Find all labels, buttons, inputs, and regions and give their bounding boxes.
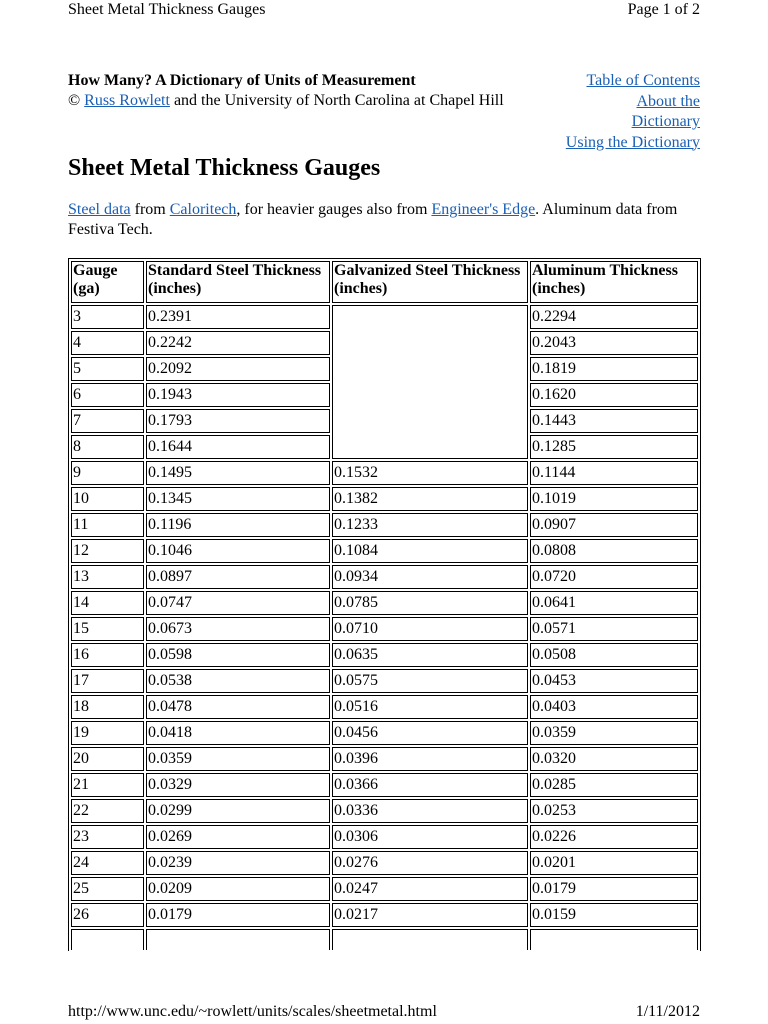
cell-standard-steel: 0.0673 xyxy=(146,617,330,641)
cell-aluminum: 0.0201 xyxy=(530,851,698,875)
table-row xyxy=(71,929,698,950)
header-aluminum: Aluminum Thickness (inches) xyxy=(530,261,698,303)
cell-aluminum: 0.1019 xyxy=(530,487,698,511)
cell-aluminum: 0.0226 xyxy=(530,825,698,849)
cell-standard-steel: 0.0747 xyxy=(146,591,330,615)
author-link[interactable]: Russ Rowlett xyxy=(84,92,170,109)
table-row xyxy=(71,773,698,797)
cell-standard-steel: 0.1943 xyxy=(146,383,330,407)
cell-galvanized-steel: 0.0336 xyxy=(332,799,528,823)
cell-standard-steel: 0.0329 xyxy=(146,773,330,797)
cell-standard-steel: 0.2242 xyxy=(146,331,330,355)
cell-galvanized-steel xyxy=(332,305,528,459)
cell-standard-steel: 0.0418 xyxy=(146,721,330,745)
table-header-row xyxy=(71,261,698,303)
cell-galvanized-steel: 0.0306 xyxy=(332,825,528,849)
cell-aluminum: 0.2294 xyxy=(530,305,698,329)
cell-galvanized-steel: 0.0575 xyxy=(332,669,528,693)
cell-gauge: 23 xyxy=(71,825,144,849)
table-row xyxy=(71,877,698,901)
table-row xyxy=(71,903,698,927)
table-body xyxy=(71,305,698,950)
cell-galvanized-steel: 0.0516 xyxy=(332,695,528,719)
cell-galvanized-steel: 0.1084 xyxy=(332,539,528,563)
cell-aluminum: 0.0808 xyxy=(530,539,698,563)
table-row xyxy=(71,487,698,511)
cell-gauge: 25 xyxy=(71,877,144,901)
cell-galvanized-steel: 0.0396 xyxy=(332,747,528,771)
cell-aluminum: 0.0285 xyxy=(530,773,698,797)
cell-standard-steel: 0.0359 xyxy=(146,747,330,771)
print-footer-url: http://www.unc.edu/~rowlett/units/scales/sheetmetal.html xyxy=(68,1003,437,1020)
cell-galvanized-steel: 0.0934 xyxy=(332,565,528,589)
cell-gauge: 10 xyxy=(71,487,144,511)
page-title: Sheet Metal Thickness Gauges xyxy=(68,155,381,181)
table-row xyxy=(71,799,698,823)
cell-standard-steel: 0.0209 xyxy=(146,877,330,901)
nav-table-of-contents[interactable]: Table of Contents xyxy=(586,72,700,89)
cell-gauge: 26 xyxy=(71,903,144,927)
cell-galvanized-steel: 0.0276 xyxy=(332,851,528,875)
cell-aluminum: 0.0907 xyxy=(530,513,698,537)
print-header-title: Sheet Metal Thickness Gauges xyxy=(68,1,266,18)
cell-galvanized-steel: 0.0366 xyxy=(332,773,528,797)
cell-aluminum: 0.1620 xyxy=(530,383,698,407)
cell-standard-steel: 0.0299 xyxy=(146,799,330,823)
table-row xyxy=(71,669,698,693)
cell-aluminum: 0.0571 xyxy=(530,617,698,641)
cell-aluminum: 0.0403 xyxy=(530,695,698,719)
cell-gauge: 8 xyxy=(71,435,144,459)
cell-galvanized-steel xyxy=(332,929,528,950)
site-nav xyxy=(530,71,700,153)
cell-gauge: 11 xyxy=(71,513,144,537)
header-standard-steel: Standard Steel Thickness (inches) xyxy=(146,261,330,303)
cell-aluminum: 0.0453 xyxy=(530,669,698,693)
cell-standard-steel: 0.1644 xyxy=(146,435,330,459)
intro-from: from xyxy=(134,201,166,218)
table-row xyxy=(71,643,698,667)
cell-standard-steel: 0.0478 xyxy=(146,695,330,719)
cell-gauge: 21 xyxy=(71,773,144,797)
table-row xyxy=(71,721,698,745)
cell-standard-steel: 0.1046 xyxy=(146,539,330,563)
cell-standard-steel: 0.1495 xyxy=(146,461,330,485)
cell-gauge: 16 xyxy=(71,643,144,667)
cell-gauge: 4 xyxy=(71,331,144,355)
cell-gauge: 12 xyxy=(71,539,144,563)
cell-gauge: 14 xyxy=(71,591,144,615)
cell-gauge: 15 xyxy=(71,617,144,641)
cell-aluminum: 0.1443 xyxy=(530,409,698,433)
table-row xyxy=(71,825,698,849)
nav-using-the-dictionary[interactable]: Using the Dictionary xyxy=(565,133,700,151)
table-row xyxy=(71,513,698,537)
cell-standard-steel: 0.2092 xyxy=(146,357,330,381)
cell-aluminum: 0.0508 xyxy=(530,643,698,667)
print-header-page-number: Page 1 of 2 xyxy=(627,1,700,18)
cell-aluminum: 0.1285 xyxy=(530,435,698,459)
table-row xyxy=(71,461,698,485)
cell-gauge: 13 xyxy=(71,565,144,589)
cell-aluminum: 0.0253 xyxy=(530,799,698,823)
cell-gauge: 9 xyxy=(71,461,144,485)
table-row xyxy=(71,591,698,615)
cell-standard-steel: 0.0269 xyxy=(146,825,330,849)
gauge-table xyxy=(68,258,701,951)
cell-gauge: 18 xyxy=(71,695,144,719)
cell-standard-steel: 0.1196 xyxy=(146,513,330,537)
intro-paragraph xyxy=(68,200,703,240)
cell-aluminum xyxy=(530,929,698,950)
intro-rest-text: . Aluminum data from Festiva Tech. xyxy=(68,201,678,238)
cell-gauge: 24 xyxy=(71,851,144,875)
cell-gauge: 6 xyxy=(71,383,144,407)
cell-galvanized-steel: 0.1382 xyxy=(332,487,528,511)
cell-galvanized-steel: 0.0456 xyxy=(332,721,528,745)
cell-gauge: 19 xyxy=(71,721,144,745)
cell-aluminum: 0.0320 xyxy=(530,747,698,771)
cell-standard-steel: 0.0239 xyxy=(146,851,330,875)
table-clip xyxy=(60,258,710,951)
site-title: How Many? A Dictionary of Units of Measurement xyxy=(68,72,416,89)
cell-standard-steel xyxy=(146,929,330,950)
cell-gauge: 5 xyxy=(71,357,144,381)
cell-gauge: 22 xyxy=(71,799,144,823)
header-gauge: Gauge (ga) xyxy=(71,261,144,303)
cell-aluminum: 0.2043 xyxy=(530,331,698,355)
cell-galvanized-steel: 0.1233 xyxy=(332,513,528,537)
table-row xyxy=(71,747,698,771)
cell-galvanized-steel: 0.0247 xyxy=(332,877,528,901)
cell-galvanized-steel: 0.1532 xyxy=(332,461,528,485)
cell-gauge xyxy=(71,929,144,950)
nav-about-the-dictionary[interactable]: About the xyxy=(636,92,700,110)
table-row xyxy=(71,617,698,641)
cell-aluminum: 0.0720 xyxy=(530,565,698,589)
steel-data-link[interactable]: Steel data xyxy=(68,201,131,218)
site-header xyxy=(68,71,700,155)
caloritech-link[interactable]: Caloritech xyxy=(169,201,237,218)
cell-standard-steel: 0.2391 xyxy=(146,305,330,329)
cell-standard-steel: 0.0598 xyxy=(146,643,330,667)
cell-gauge: 7 xyxy=(71,409,144,433)
header-galvanized-steel: Galvanized Steel Thickness (inches) xyxy=(332,261,528,303)
site-title-block xyxy=(68,71,538,111)
cell-aluminum: 0.1819 xyxy=(530,357,698,381)
copyright-text: and the University of North Carolina at Chapel Hill xyxy=(173,92,504,109)
cell-standard-steel: 0.0538 xyxy=(146,669,330,693)
cell-aluminum: 0.1144 xyxy=(530,461,698,485)
copyright-line xyxy=(68,91,538,111)
cell-gauge: 20 xyxy=(71,747,144,771)
print-footer-date: 1/11/2012 xyxy=(635,1003,700,1020)
cell-galvanized-steel: 0.0785 xyxy=(332,591,528,615)
cell-aluminum: 0.0359 xyxy=(530,721,698,745)
table-row xyxy=(71,851,698,875)
engineers-edge-link[interactable]: Engineer's Edge xyxy=(431,201,536,218)
copyright-symbol: © xyxy=(68,92,81,109)
cell-standard-steel: 0.1793 xyxy=(146,409,330,433)
cell-standard-steel: 0.1345 xyxy=(146,487,330,511)
cell-aluminum: 0.0641 xyxy=(530,591,698,615)
cell-aluminum: 0.0159 xyxy=(530,903,698,927)
nav-about-the-dictionary-line2[interactable]: Dictionary xyxy=(631,113,700,130)
cell-galvanized-steel: 0.0635 xyxy=(332,643,528,667)
cell-aluminum: 0.0179 xyxy=(530,877,698,901)
cell-standard-steel: 0.0179 xyxy=(146,903,330,927)
table-row xyxy=(71,695,698,719)
table-row xyxy=(71,539,698,563)
cell-standard-steel: 0.0897 xyxy=(146,565,330,589)
intro-mid-text: , for heavier gauges also from xyxy=(236,201,428,218)
cell-galvanized-steel: 0.0217 xyxy=(332,903,528,927)
cell-galvanized-steel: 0.0710 xyxy=(332,617,528,641)
table-row xyxy=(71,305,698,329)
cell-gauge: 3 xyxy=(71,305,144,329)
cell-gauge: 17 xyxy=(71,669,144,693)
table-row xyxy=(71,565,698,589)
